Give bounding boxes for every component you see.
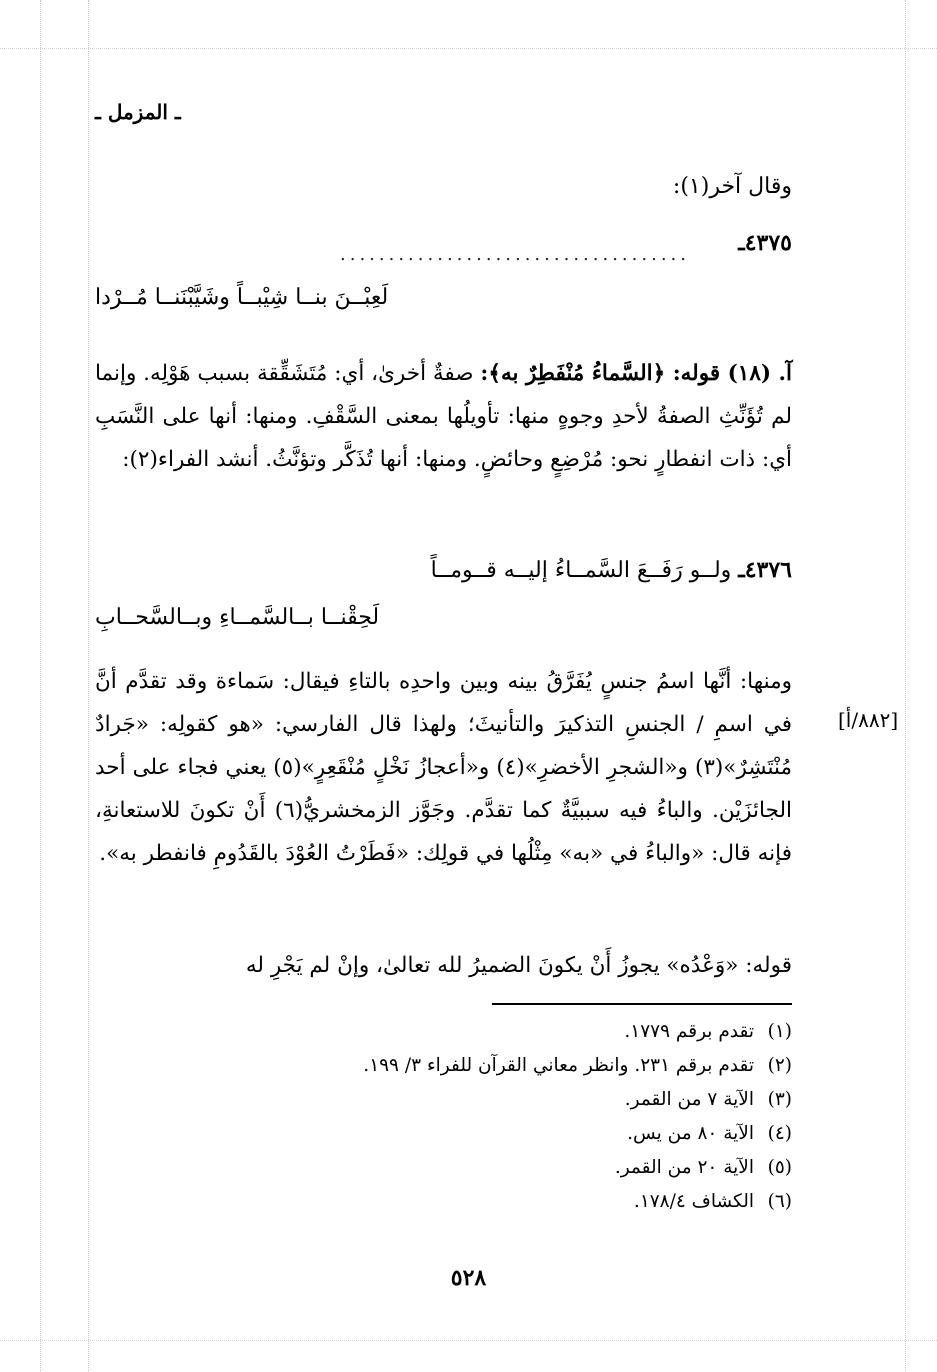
poem-4375-hemistich: لَعِبْــنَ بنــا شِيْبــاً وشَيَّبْنَنــا مُــرْدا — [95, 285, 389, 310]
commentary-paragraph-2: ومنها: أنَّها اسمُ جنسٍ يُفَرَّقُ بينه وبين واحدِه بالتاءِ فيقال: سَماءة وقد تقدَّم أنَّ في اسمِ / الجنسِ التذكيرَ والتأنيثَ؛ ولهذا قال الفارسي: «هو كقولِه: «جَرادٌ مُنْتَشِرٌ»(٣) و«الشجرِ الأخضرِ»(٤) و«أعجازُ نَخْلٍ مُنْقَعِرٍ»(٥) يعني فجاء على أحد الجائزَيْن. والباءُ فيه سببيَّةٌ كما تقدَّم. وجَوَّز الزمخشريُّ(٦) أَنْ تكونَ للاستعانةِ، فإنه قال: «والباءُ في «به» مِثْلُها في قولِك: «فَطَرْتُ العُوْدَ بالقَدُومِ فانفطر به». — [95, 669, 792, 866]
footnotes — [232, 1015, 792, 1219]
verse-citation: آ. (١٨) قوله: ﴿السَّماءُ مُنْفَطِرٌ به﴾: — [480, 361, 792, 386]
scan-guide-line — [0, 1340, 937, 1341]
running-header: ـ المزمل ـ — [95, 100, 181, 124]
scan-guide-line — [88, 0, 89, 1372]
footnote: (٥)الآية ٢٠ من القمر. — [614, 1157, 792, 1178]
verse-ellipsis: .................................... — [340, 244, 690, 265]
footnote-divider — [492, 1003, 792, 1005]
verse-number: ٤٣٧٦ـ — [738, 557, 792, 583]
intro-line: وقال آخر(١): — [672, 174, 792, 199]
poem-4375-number — [738, 230, 792, 256]
footnote: (٣)الآية ٧ من القمر. — [624, 1089, 792, 1110]
verse-number: ٤٣٧٥ـ — [738, 230, 792, 256]
poem-4376-second-hemistich: لَحِقْنــا بــالسَّمــاءِ وبــالسَّحــابِ — [95, 605, 380, 630]
commentary-paragraph — [95, 352, 792, 481]
page-number: ٥٢٨ — [450, 1265, 487, 1291]
scan-guide-line — [40, 0, 41, 1372]
poem-4376-line — [431, 557, 792, 583]
footnote: (١)تقدم برقم ١٧٧٩. — [624, 1021, 792, 1042]
footnote: (٢)تقدم برقم ٢٣١. وانظر معاني القرآن للفراء ٣/ ١٩٩. — [363, 1055, 792, 1076]
manuscript-folio-ref: [٨٨٢/أ] — [838, 708, 899, 732]
commentary-paragraph-3: قوله: «وَعْدُه» يجوزُ أَنْ يكونَ الضميرُ لله تعالىٰ، وإنْ لم يَجْرِ له — [245, 953, 792, 978]
footnote: (٤)الآية ٨٠ من يس. — [627, 1123, 792, 1144]
footnote: (٦)الكشاف ١٧٨/٤. — [633, 1191, 792, 1212]
paragraph-text: صفةٌ أخرىٰ، أي: مُتَشَقِّقة بسبب هَوْلِه. وإنما لم تُؤَنِّثِ الصفةُ لأحدِ وجوهٍ منها: تأويلُها بمعنى السَّقْفِ. ومنها: أنها على النَّسَبِ أي: ذات انفطارٍ نحو: مُرْضِعٍ وحائضٍ. ومنها: أنها تُذَكَّر وتؤنَّثُ. أنشد الفراء(٢): — [95, 361, 792, 472]
poem-4376-first-hemistich: ولــو رَفَــعَ السَّمــاءُ إليــه قــومــاً — [430, 558, 732, 583]
scan-guide-line — [0, 48, 937, 49]
scan-guide-line — [905, 0, 906, 1372]
